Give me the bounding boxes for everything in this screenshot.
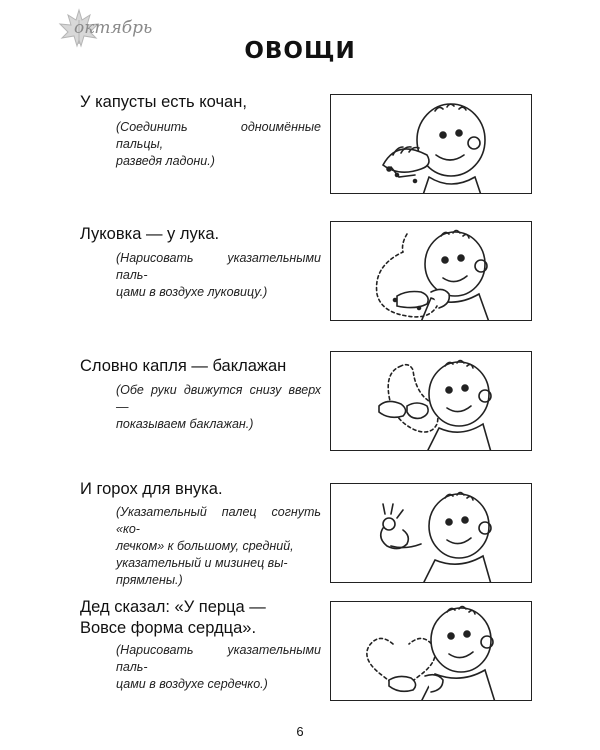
instruction-line: (Нарисовать указательными паль- (116, 251, 321, 282)
verse-line: Дед сказал: «У перца — (80, 598, 266, 616)
verse-line: Словно капля — баклажан (80, 357, 287, 375)
verse-text (80, 597, 266, 639)
instruction-line: (Нарисовать указательными паль- (116, 643, 321, 674)
instruction-line: цами в воздухе сердечко.) (116, 677, 268, 691)
instruction-line: (Обе руки движутся снизу вверх — (116, 383, 321, 414)
instruction-line: указательный и мизинец вы- (116, 556, 288, 570)
page-title: ОВОЩИ (244, 38, 356, 64)
verse-text (80, 224, 219, 245)
gesture-instruction (116, 250, 321, 301)
boy-pea-gesture-illustration (330, 483, 532, 583)
instruction-line: показываем баклажан.) (116, 417, 254, 431)
month-label: октябрь (74, 18, 153, 38)
verse-line: У капусты есть кочан, (80, 93, 247, 111)
boy-eggplant-gesture-illustration (330, 351, 532, 451)
verse-text (80, 356, 286, 377)
gesture-instruction (116, 642, 321, 693)
instruction-line: лечком» к большому, средний, (116, 539, 294, 553)
verse-line: Луковка — у лука. (80, 225, 220, 243)
boy-onion-gesture-illustration (330, 221, 532, 321)
instruction-line: цами в воздухе луковицу.) (116, 285, 268, 299)
verse-text (80, 479, 223, 500)
page-number: 6 (296, 724, 304, 739)
boy-cabbage-gesture-illustration (330, 94, 532, 194)
instruction-line: (Соединить одноимённые пальцы, (116, 120, 321, 151)
verse-text (80, 92, 247, 113)
verse-line: И горох для внука. (80, 480, 223, 498)
gesture-instruction (116, 504, 321, 589)
gesture-instruction (116, 382, 321, 433)
verse-line: Вовсе форма сердца». (80, 619, 257, 637)
instruction-line: (Указательный палец согнуть «ко- (116, 505, 321, 536)
instruction-line: прямлены.) (116, 573, 183, 587)
boy-heart-gesture-illustration (330, 601, 532, 701)
instruction-line: разведя ладони.) (116, 154, 215, 168)
gesture-instruction (116, 119, 321, 170)
